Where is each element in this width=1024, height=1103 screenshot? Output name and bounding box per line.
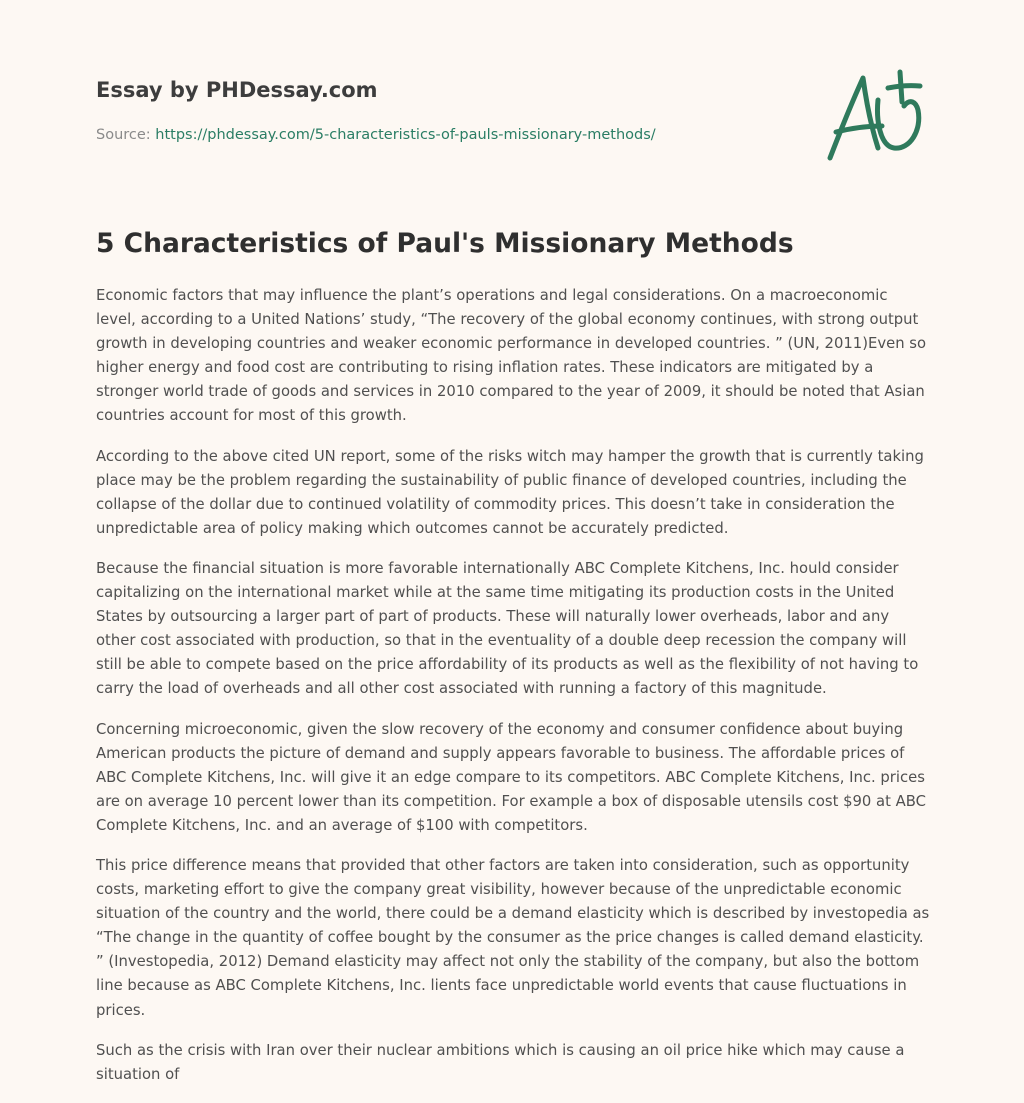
essay-paragraph: Economic factors that may influence the plant’s operations and legal considerations. On a macroeconomic level, according to a United Nations’ study, “The recovery of the global economy continues, with strong output growth in developing countries and weaker economic performance in developed countries. ” (UN, 2011)Even so higher energy and food cost are contributing to rising inflation rates. These indicators are mitigated by a stronger world trade of goods and services in 2010 compared to the year of 2009, it should be noted that Asian countries account for most of this growth.: [96, 287, 927, 425]
a-plus-grade-icon: [822, 66, 926, 166]
essay-title: 5 Characteristics of Paul's Missionary Methods: [96, 228, 794, 259]
essay-body: [96, 284, 932, 1103]
page-header: [96, 74, 796, 145]
essay-paragraph: According to the above cited UN report, some of the risks witch may hamper the growth that is currently taking place may be the problem regarding the sustainability of public finance of developed countries, including the collapse of the dollar due to continued volatility of commodity prices. This doesn’t take in consideration the unpredictable area of policy making which outcomes cannot be accurately predicted.: [96, 447, 924, 537]
site-brand: Essay by PHDessay.com: [96, 78, 378, 102]
source-line: [96, 125, 796, 145]
essay-paragraph: Such as the crisis with Iran over their nuclear ambitions which is causing an oil price hike which may cause a situation of: [96, 1041, 905, 1083]
essay-paragraph: Because the financial situation is more favorable internationally ABC Complete Kitchens, Inc. hould consider capitalizing on the international market while at the same time mitigating its production costs in the United States by outsourcing a larger part of part of products. These will naturally lower overheads, labor and any other cost associated with production, so that in the eventuality of a double deep recession the company will still be able to compete based on the price affordability of its products as well as the flexibility of not having to carry the load of overheads and all other cost associated with running a factory of this magnitude.: [96, 559, 919, 698]
source-label: Source:: [96, 127, 151, 143]
essay-paragraph: This price difference means that provided that other factors are taken into consideration, such as opportunity costs, marketing effort to give the company great visibility, however because of the unpredictable economic situation of the country and the world, there could be a demand elasticity which is described by investopedia as “The change in the quantity of coffee bought by the consumer as the price changes is called demand elasticity. ” (Investopedia, 2012) Demand elasticity may affect not only the stability of the company, but also the bottom line because as ABC Complete Kitchens, Inc. lients face unpredictable world events that cause fluctuations in prices.: [96, 856, 930, 1019]
source-link[interactable]: https://phdessay.com/5-characteristics-of-pauls-missionary-methods/: [155, 127, 656, 143]
essay-paragraph: Concerning microeconomic, given the slow recovery of the economy and consumer confidence about buying American products the picture of demand and supply appears favorable to business. The affordable prices of ABC Complete Kitchens, Inc. will give it an edge compare to its competitors. ABC Complete Kitchens, Inc. prices are on average 10 percent lower than its competition. For example a box of disposable utensils cost $90 at ABC Complete Kitchens, Inc. and an average of $100 with competitors.: [96, 720, 926, 834]
